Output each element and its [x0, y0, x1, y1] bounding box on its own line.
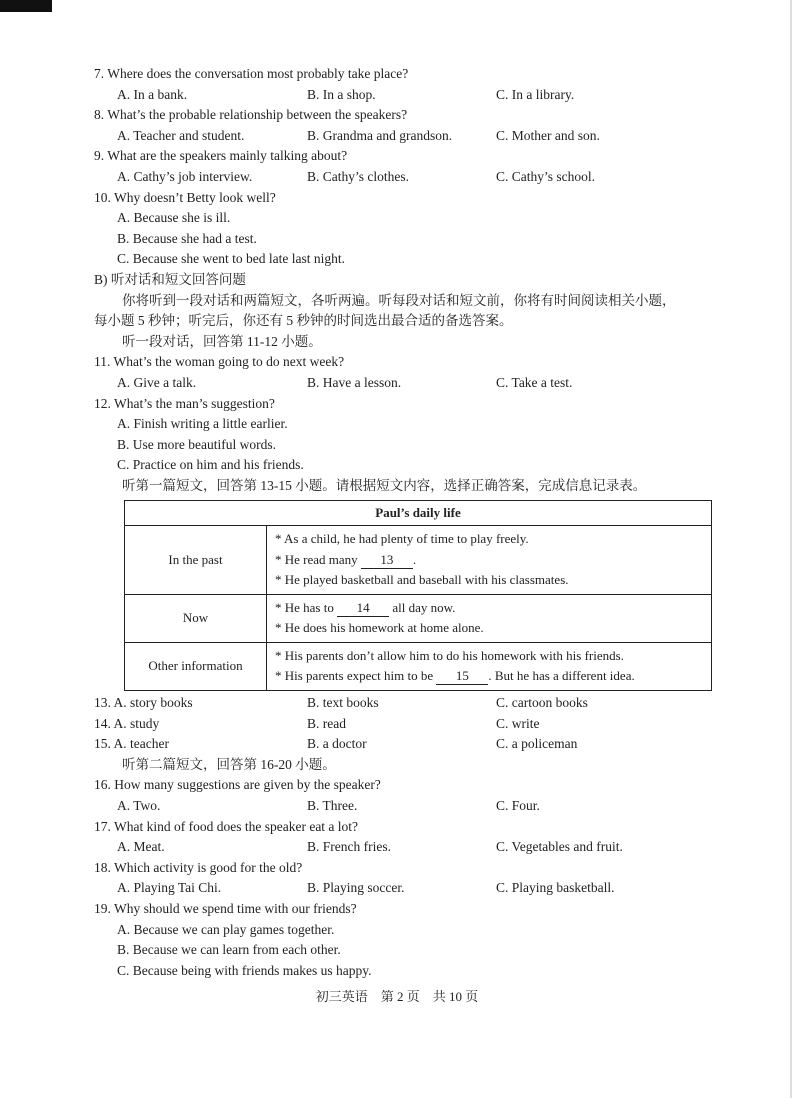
option-a: A. Because we can play games together.	[117, 921, 335, 937]
option-b: B. Use more beautiful words.	[117, 436, 276, 452]
detail-text: . But he has a different idea.	[488, 668, 635, 684]
detail-text: * He read many	[275, 551, 358, 567]
option-c: C. Take a test.	[496, 374, 573, 390]
option-a: A. Finish writing a little earlier.	[117, 416, 288, 432]
detail-text: * He has to	[275, 599, 334, 615]
option-b: B. text books	[307, 694, 379, 710]
question-stem: 10. Why doesn’t Betty look well?	[94, 189, 276, 205]
option-row	[94, 373, 734, 394]
option-c: C. Because being with friends makes us happy.	[117, 962, 372, 978]
row-label-past: In the past	[125, 526, 267, 595]
question-stem: 8. What’s the probable relationship between the speakers?	[94, 107, 408, 123]
option-c: C. a policeman	[496, 736, 578, 752]
table-title: Paul’s daily life	[125, 501, 712, 526]
option-c: C. In a library.	[496, 86, 575, 102]
question-stem: 19. Why should we spend time with our friends?	[94, 900, 357, 916]
row-label-now: Now	[125, 594, 267, 642]
question-stem: 12. What’s the man’s suggestion?	[94, 395, 275, 411]
option-a: 13. A. story books	[94, 694, 193, 710]
scan-edge	[790, 0, 792, 1098]
option-a: A. Because she is ill.	[117, 210, 231, 226]
detail-line: * As a child, he had plenty of time to play freely.	[275, 531, 529, 547]
option-a: 14. A. study	[94, 715, 160, 731]
option-a: 15. A. teacher	[94, 736, 169, 752]
option-b: B. In a shop.	[307, 86, 376, 102]
option-row	[94, 167, 734, 188]
scan-corner-mark	[0, 0, 52, 12]
blank-14: 14	[337, 600, 389, 617]
option-b: B. Because we can learn from each other.	[117, 942, 341, 958]
passage2-note: 听第二篇短文，回答第 16-20 小题。	[122, 756, 336, 772]
blank-13: 13	[361, 552, 413, 569]
detail-line	[275, 666, 703, 687]
option-b: B. French fries.	[307, 839, 391, 855]
detail-text: .	[412, 551, 417, 567]
option-c: C. Practice on him and his friends.	[117, 457, 304, 473]
section-title: B) 听对话和短文回答问题	[94, 271, 246, 287]
detail-line: * His parents don’t allow him to do his homework with his friends.	[275, 647, 624, 663]
question-stem: 7. Where does the conversation most probably take place?	[94, 66, 409, 81]
option-c: C. Vegetables and fruit.	[496, 839, 623, 855]
question-stem: 11. What’s the woman going to do next week?	[94, 354, 345, 370]
option-c: C. Four.	[496, 797, 540, 813]
question-stem: 16. How many suggestions are given by the speaker?	[94, 777, 381, 793]
option-b: B. Because she had a test.	[117, 230, 257, 246]
option-b: B. Have a lesson.	[307, 374, 402, 390]
option-b: B. Cathy’s clothes.	[307, 168, 409, 184]
option-row	[94, 714, 734, 735]
question-stem: 9. What are the speakers mainly talking about?	[94, 148, 348, 164]
option-row	[94, 837, 734, 858]
option-a: A. Two.	[117, 797, 161, 813]
detail-line	[275, 598, 703, 619]
option-b: B. Playing soccer.	[307, 880, 405, 896]
section-instructions: 你将听到一段对话和两篇短文，各听两遍。听每段对话和短文前，你将有时间阅读相关小题，	[122, 292, 676, 308]
option-b: B. a doctor	[307, 736, 367, 752]
option-a: A. Playing Tai Chi.	[117, 880, 222, 896]
info-table	[124, 500, 712, 691]
option-c: C. cartoon books	[496, 694, 588, 710]
detail-line	[275, 550, 703, 571]
detail-text: * His parents expect him to be	[275, 668, 434, 684]
option-a: A. Teacher and student.	[117, 127, 245, 143]
option-a: A. Cathy’s job interview.	[117, 168, 253, 184]
exam-page	[94, 64, 734, 981]
option-c: C. Cathy’s school.	[496, 168, 596, 184]
detail-text: all day now.	[392, 599, 456, 615]
option-b: B. Grandma and grandson.	[307, 127, 453, 143]
option-row	[94, 126, 734, 147]
question-stem: 18. Which activity is good for the old?	[94, 859, 303, 875]
option-c: C. Playing basketball.	[496, 880, 615, 896]
option-a: A. In a bank.	[117, 86, 188, 102]
blank-15: 15	[436, 668, 488, 685]
option-row	[94, 878, 734, 899]
dialog-note: 听一段对话，回答第 11-12 小题。	[122, 333, 322, 349]
option-b: B. read	[307, 715, 346, 731]
question-stem: 17. What kind of food does the speaker eat a lot?	[94, 818, 359, 834]
option-row	[94, 734, 734, 755]
section-instructions-cont: 每小题 5 秒钟；听完后，你还有 5 秒钟的时间选出最合适的备选答案。	[94, 313, 513, 329]
option-row	[94, 85, 734, 106]
option-a: A. Meat.	[117, 839, 165, 855]
option-row	[94, 796, 734, 817]
option-b: B. Three.	[307, 797, 358, 813]
option-a: A. Give a talk.	[117, 374, 197, 390]
detail-line: * He played basketball and baseball with his classmates.	[275, 572, 569, 588]
page-footer: 初三英语 第 2 页 共 10 页	[315, 989, 479, 1004]
detail-line: * He does his homework at home alone.	[275, 620, 484, 636]
row-detail-other	[267, 642, 712, 690]
row-detail-past	[267, 526, 712, 595]
row-label-other: Other information	[125, 642, 267, 690]
option-row	[94, 693, 734, 714]
option-c: C. Mother and son.	[496, 127, 600, 143]
passage1-note: 听第一篇短文，回答第 13-15 小题。请根据短文内容，选择正确答案，完成信息记录表。	[122, 477, 647, 493]
option-c: C. Because she went to bed late last night.	[117, 251, 345, 267]
option-c: C. write	[496, 715, 540, 731]
row-detail-now	[267, 594, 712, 642]
